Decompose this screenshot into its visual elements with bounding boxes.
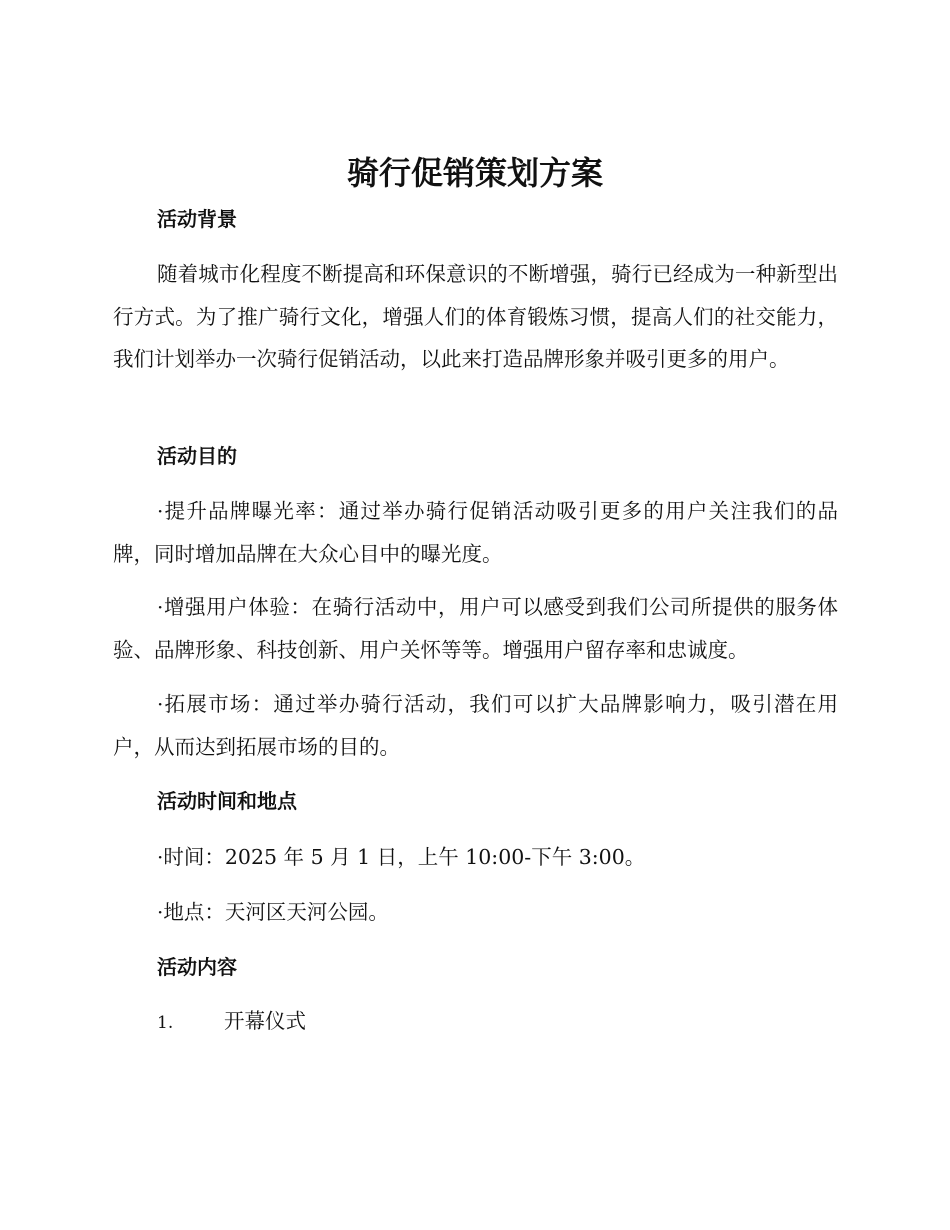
list-number: 1. bbox=[157, 1013, 174, 1033]
document-title: 骑行促销策划方案 bbox=[346, 154, 603, 192]
bullet-dot: · bbox=[157, 595, 164, 619]
purpose-item bbox=[113, 586, 838, 671]
bullet-dot: · bbox=[157, 900, 164, 924]
list-item-label: 开幕仪式 bbox=[224, 1009, 306, 1033]
place-line bbox=[157, 897, 389, 927]
section-heading-time-place: 活动时间和地点 bbox=[157, 789, 297, 813]
time-text: 时间：2025 年 5 月 1 日，上午 10:00-下午 3:00。 bbox=[163, 845, 646, 869]
place-text: 地点：天河区天河公园。 bbox=[163, 900, 389, 924]
purpose-item bbox=[113, 683, 838, 768]
bullet-dot: · bbox=[157, 845, 164, 869]
purpose-item bbox=[113, 490, 838, 575]
time-line bbox=[157, 842, 645, 872]
background-paragraph: 随着城市化程度不断提高和环保意识的不断增强，骑行已经成为一种新型出行方式。为了推广骑行文化，增强人们的体育锻炼习惯，提高人们的社交能力，我们计划举办一次骑行促销活动，以此来打造品牌形象并吸引更多的用户。 bbox=[113, 262, 838, 371]
bullet-dot: · bbox=[157, 499, 164, 523]
purpose-item-text: 提升品牌曝光率：通过举办骑行促销活动吸引更多的用户关注我们的品牌，同时增加品牌在大众心目中的曝光度。 bbox=[113, 499, 838, 566]
purpose-item-text: 拓展市场：通过举办骑行活动，我们可以扩大品牌影响力，吸引潜在用户，从而达到拓展市场的目的。 bbox=[113, 692, 838, 759]
section-heading-content: 活动内容 bbox=[157, 955, 237, 979]
purpose-item-text: 增强用户体验：在骑行活动中，用户可以感受到我们公司所提供的服务体验、品牌形象、科技创新、用户关怀等等。增强用户留存率和忠诚度。 bbox=[113, 595, 838, 662]
section-heading-background: 活动背景 bbox=[157, 207, 237, 231]
content-list-item bbox=[157, 1006, 306, 1038]
bullet-dot: · bbox=[157, 692, 164, 716]
section-heading-purpose: 活动目的 bbox=[157, 444, 237, 468]
